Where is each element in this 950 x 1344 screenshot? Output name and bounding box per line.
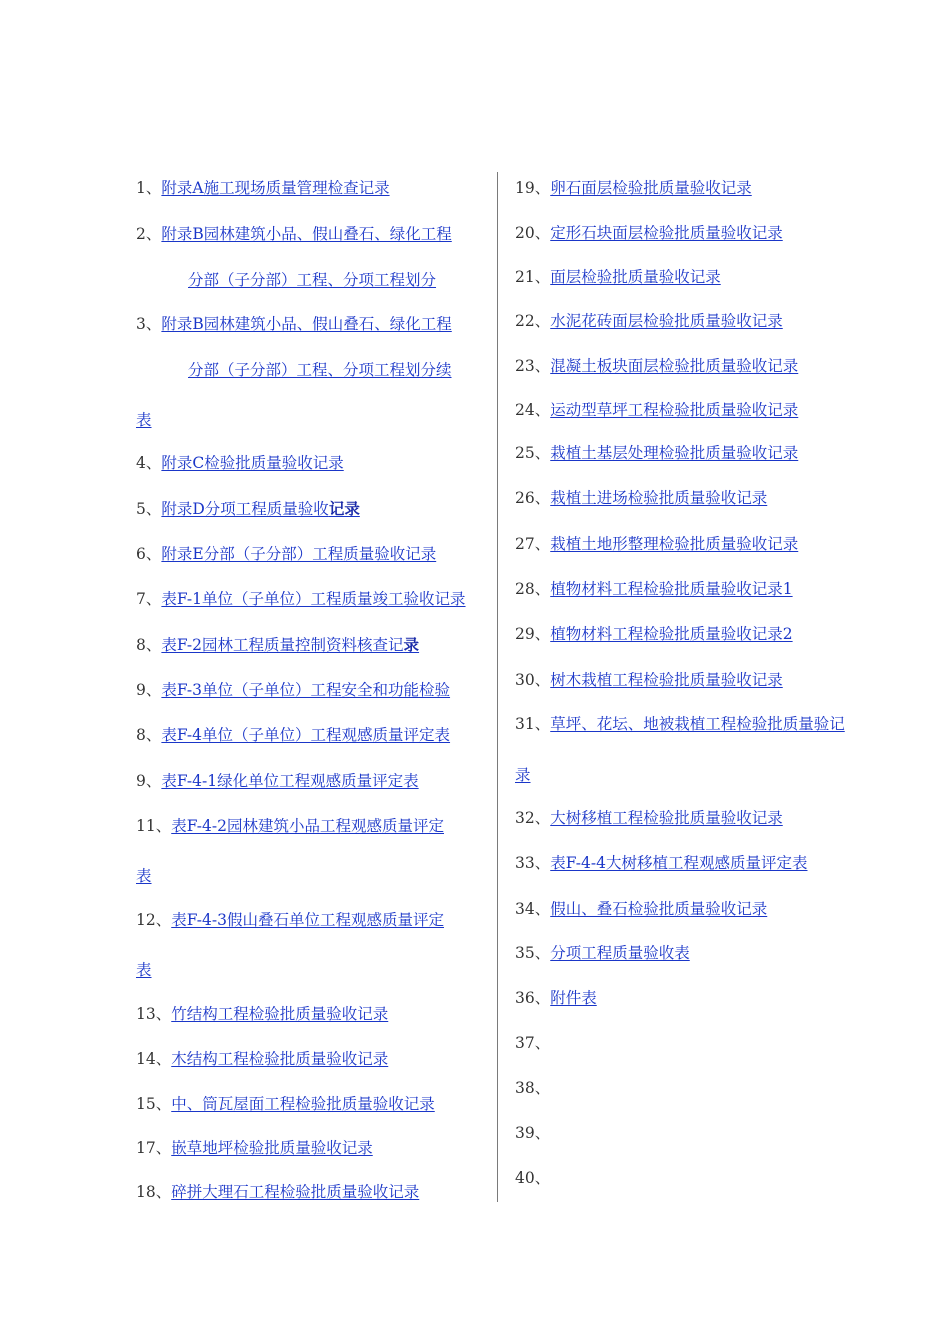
toc-item-link[interactable]: 附录A施工现场质量管理检查记录: [161, 179, 390, 197]
toc-item-link[interactable]: 附录D分项工程质量验收记录: [161, 499, 360, 518]
toc-item: [136, 635, 419, 655]
toc-item-number: 29、: [515, 625, 551, 643]
toc-item-number: 34、: [515, 900, 551, 918]
toc-item-number: 25、: [515, 444, 551, 462]
toc-item-number: 1、: [136, 179, 162, 197]
toc-item-link[interactable]: 栽植土地形整理检验批质量验收记录: [550, 535, 799, 553]
toc-item-link[interactable]: 假山、叠石检验批质量验收记录: [550, 900, 768, 918]
toc-item-link[interactable]: 树木栽植工程检验批质量验收记录: [550, 671, 783, 689]
toc-item-link[interactable]: 表F-4-3假山叠石单位工程观感质量评定: [171, 911, 444, 929]
toc-item-link[interactable]: 表F-2园林工程质量控制资料核查记录: [161, 635, 420, 654]
toc-item-number: 23、: [515, 357, 551, 375]
toc-item-link[interactable]: 附录C检验批质量验收记录: [161, 454, 344, 472]
toc-item-link[interactable]: 栽植土进场检验批质量验收记录: [550, 489, 768, 507]
toc-item-number: 24、: [515, 401, 551, 419]
toc-item-link[interactable]: 表: [136, 411, 152, 429]
toc-item-link[interactable]: 附录B园林建筑小品、假山叠石、绿化工程: [161, 225, 452, 243]
toc-item-link[interactable]: 表F-4-1绿化单位工程观感质量评定表: [161, 772, 419, 790]
toc-item-number: 37、: [515, 1034, 551, 1052]
toc-item-number: 13、: [136, 1005, 172, 1023]
toc-item-link[interactable]: 表F-4-4大树移植工程观感质量评定表: [550, 854, 808, 872]
toc-item-number: 19、: [515, 179, 551, 197]
toc-item-link[interactable]: 附录E分部（子分部）工程质量验收记录: [161, 545, 437, 563]
toc-item-number: 28、: [515, 580, 551, 598]
toc-item-link[interactable]: 混凝土板块面层检验批质量验收记录: [550, 357, 799, 375]
toc-item-continuation: [515, 765, 531, 785]
toc-item-number: 4、: [136, 454, 162, 472]
toc-item-link-bold: 记录: [328, 499, 360, 518]
toc-item: [136, 224, 452, 244]
toc-item-link[interactable]: 表: [136, 867, 152, 885]
toc-item-number: 38、: [515, 1079, 551, 1097]
toc-item-link[interactable]: 大树移植工程检验批质量验收记录: [550, 809, 783, 827]
toc-item-number: 9、: [136, 772, 162, 790]
toc-item: [136, 816, 444, 836]
toc-item: [136, 544, 436, 564]
toc-item-continuation: [188, 360, 452, 380]
toc-item: [515, 356, 798, 376]
toc-item: [136, 771, 419, 791]
toc-item: [515, 624, 793, 644]
toc-item: [515, 943, 690, 963]
toc-item-continuation: [136, 410, 152, 430]
toc-item-link[interactable]: 运动型草坪工程检验批质量验收记录: [550, 401, 799, 419]
toc-item-link[interactable]: 木结构工程检验批质量验收记录: [171, 1050, 389, 1068]
toc-item-link[interactable]: 分项工程质量验收表: [550, 944, 690, 962]
toc-item-number: 39、: [515, 1124, 551, 1142]
toc-item-number: 8、: [136, 636, 162, 654]
toc-item-number: 17、: [136, 1139, 172, 1157]
toc-item-number: 18、: [136, 1183, 172, 1201]
toc-item-number: 30、: [515, 671, 551, 689]
toc-item: [515, 899, 767, 919]
toc-item-link[interactable]: 中、筒瓦屋面工程检验批质量验收记录: [171, 1095, 435, 1113]
toc-item-number: 31、: [515, 715, 551, 733]
toc-item: [515, 988, 597, 1008]
toc-item: [136, 499, 360, 519]
toc-item: [136, 1138, 373, 1158]
toc-item: [515, 488, 767, 508]
toc-item-number: 12、: [136, 911, 172, 929]
toc-item: [136, 178, 390, 198]
toc-item-link[interactable]: 录: [515, 766, 531, 784]
toc-item-number: 7、: [136, 590, 162, 608]
toc-item-number: 11、: [136, 817, 172, 835]
toc-item-number: 26、: [515, 489, 551, 507]
toc-item-link[interactable]: 表: [136, 961, 152, 979]
toc-item: [136, 314, 452, 334]
toc-item: [136, 589, 466, 609]
toc-item-link[interactable]: 栽植土基层处理检验批质量验收记录: [550, 444, 799, 462]
toc-item: [136, 680, 450, 700]
toc-item-number: 21、: [515, 268, 551, 286]
toc-item: [515, 853, 808, 873]
toc-item: [515, 534, 798, 554]
toc-item-link[interactable]: 定形石块面层检验批质量验收记录: [550, 224, 783, 242]
toc-item-link-bold: 录: [403, 635, 420, 654]
toc-item-number: 2、: [136, 225, 162, 243]
toc-item-number: 20、: [515, 224, 551, 242]
toc-item: [515, 223, 783, 243]
toc-item-number: 3、: [136, 315, 162, 333]
toc-item: [136, 725, 450, 745]
toc-item-link[interactable]: 分部（子分部）工程、分项工程划分: [188, 271, 437, 289]
toc-item-number: 6、: [136, 545, 162, 563]
toc-item: [136, 1049, 388, 1069]
toc-item-number: 32、: [515, 809, 551, 827]
toc-item-link[interactable]: 草坪、花坛、地被栽植工程检验批质量验记: [550, 715, 845, 733]
toc-item-number: 15、: [136, 1095, 172, 1113]
toc-item-continuation: [136, 960, 152, 980]
toc-item-number: 36、: [515, 989, 551, 1007]
toc-item-number: 9、: [136, 681, 162, 699]
toc-item: [515, 1168, 550, 1188]
toc-item-number: 35、: [515, 944, 551, 962]
toc-item-number: 27、: [515, 535, 551, 553]
toc-item: [515, 714, 845, 734]
toc-item: [136, 1094, 435, 1114]
toc-item-link[interactable]: 表F-1单位（子单位）工程质量竣工验收记录: [161, 590, 466, 608]
toc-item-link[interactable]: 表F-4-2园林建筑小品工程观感质量评定: [171, 817, 444, 835]
toc-item-continuation: [136, 866, 152, 886]
toc-item-link[interactable]: 附件表: [550, 989, 597, 1007]
toc-item: [515, 808, 783, 828]
toc-item-continuation: [188, 270, 436, 290]
toc-item: [515, 267, 721, 287]
toc-item-number: 40、: [515, 1169, 551, 1187]
toc-item-number: 22、: [515, 312, 551, 330]
toc-item-number: 14、: [136, 1050, 172, 1068]
toc-item-link[interactable]: 表F-3单位（子单位）工程安全和功能检验: [161, 681, 451, 699]
toc-item: [515, 1123, 550, 1143]
toc-item: [136, 1182, 419, 1202]
toc-item: [515, 1033, 550, 1053]
toc-item-link[interactable]: 植物材料工程检验批质量验收记录1: [550, 580, 793, 598]
toc-item: [515, 670, 783, 690]
toc-item: [515, 400, 798, 420]
toc-item-number: 33、: [515, 854, 551, 872]
column-divider: [497, 172, 498, 1202]
toc-item: [515, 178, 752, 198]
toc-item: [136, 1004, 388, 1024]
toc-item-number: 8、: [136, 726, 162, 744]
toc-item: [136, 910, 444, 930]
toc-item-link[interactable]: 竹结构工程检验批质量验收记录: [171, 1005, 389, 1023]
toc-item-link[interactable]: 碎拼大理石工程检验批质量验收记录: [171, 1183, 420, 1201]
toc-item-link[interactable]: 分部（子分部）工程、分项工程划分续: [188, 361, 452, 379]
toc-item: [515, 443, 798, 463]
toc-item-link[interactable]: 嵌草地坪检验批质量验收记录: [171, 1139, 373, 1157]
toc-item-link[interactable]: 卵石面层检验批质量验收记录: [550, 179, 752, 197]
toc-item-link[interactable]: 面层检验批质量验收记录: [550, 268, 721, 286]
toc-item-link[interactable]: 附录B园林建筑小品、假山叠石、绿化工程: [161, 315, 452, 333]
toc-item: [515, 579, 793, 599]
toc-item: [515, 1078, 550, 1098]
toc-item-link[interactable]: 植物材料工程检验批质量验收记录2: [550, 625, 793, 643]
toc-item-number: 5、: [136, 500, 162, 518]
toc-item: [136, 453, 344, 473]
toc-item: [515, 311, 783, 331]
toc-item-link[interactable]: 表F-4单位（子单位）工程观感质量评定表: [161, 726, 451, 744]
toc-item-link[interactable]: 水泥花砖面层检验批质量验收记录: [550, 312, 783, 330]
